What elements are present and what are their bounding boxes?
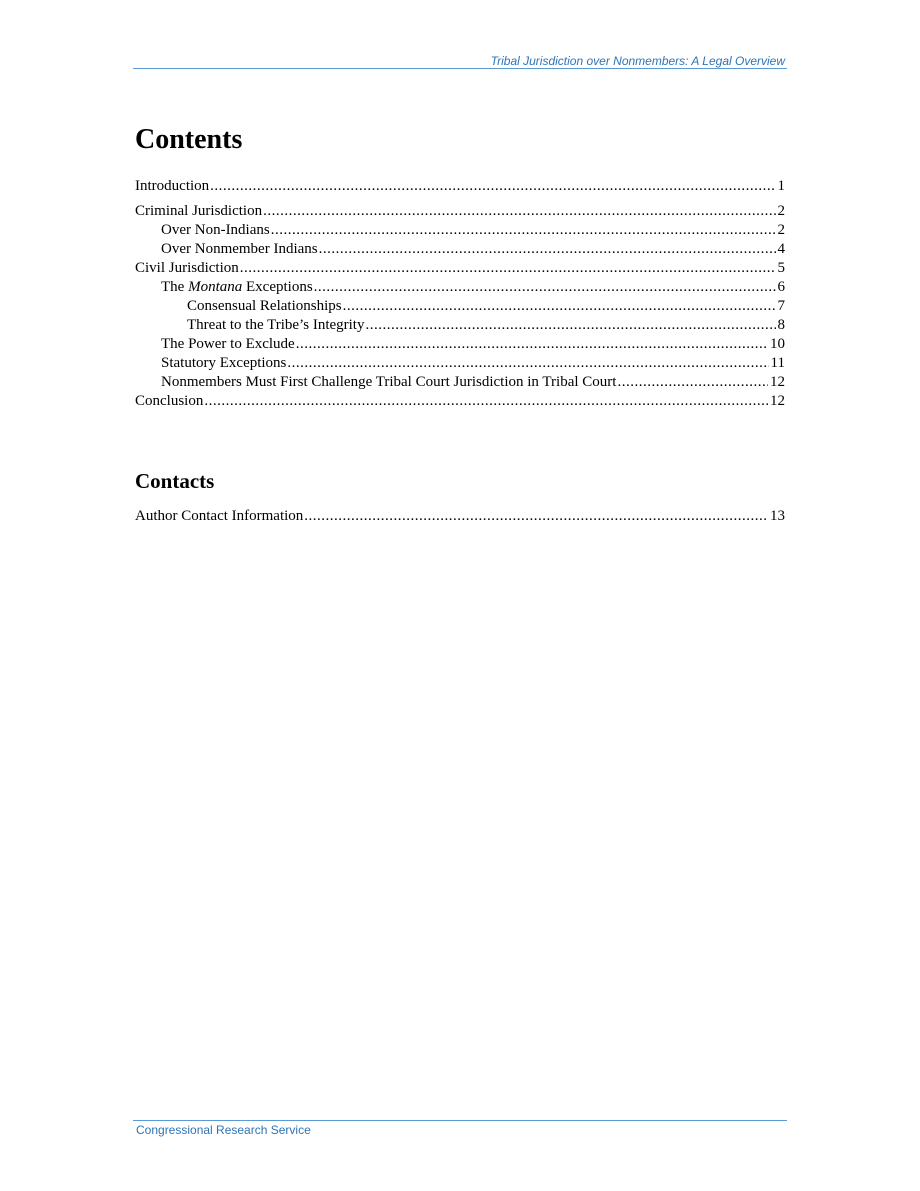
toc-entry-label: Author Contact Information (135, 508, 304, 524)
contacts-title: Contacts (135, 469, 215, 493)
toc-entry-page: 2 (777, 203, 785, 219)
toc-entry-page: 11 (770, 355, 785, 371)
table-of-contents (135, 177, 785, 411)
toc-entry-page: 5 (777, 260, 785, 276)
toc-entry-consensual-relationships[interactable] (135, 297, 785, 316)
dot-leader (271, 221, 776, 240)
toc-entry-label: Over Nonmember Indians (161, 241, 318, 257)
toc-entry-label: Conclusion (135, 393, 204, 409)
toc-label-prefix: The (161, 279, 189, 295)
toc-entry-page: 8 (777, 317, 785, 333)
toc-entry-label: Threat to the Tribe’s Integrity (187, 317, 365, 333)
toc-entry-nonmembers-must-first-challenge[interactable] (135, 373, 785, 392)
toc-entry-threat-to-tribes-integrity[interactable] (135, 316, 785, 335)
toc-entry-page: 10 (770, 336, 785, 352)
toc-entry-page: 1 (777, 178, 785, 194)
dot-leader (287, 354, 768, 373)
toc-entry-conclusion[interactable] (135, 392, 785, 411)
toc-entry-statutory-exceptions[interactable] (135, 354, 785, 373)
toc-entry-civil-jurisdiction[interactable] (135, 259, 785, 278)
contents-title: Contents (135, 124, 243, 155)
toc-entry-page: 6 (777, 279, 785, 295)
toc-entry-label: Consensual Relationships (187, 298, 342, 314)
toc-entry-page: 12 (770, 374, 785, 390)
toc-entry-over-nonmember-indians[interactable] (135, 240, 785, 259)
toc-entry-page: 4 (777, 241, 785, 257)
contacts-list (135, 507, 785, 526)
dot-leader (263, 202, 775, 221)
toc-entry-label: Nonmembers Must First Challenge Tribal Court Jurisdiction in Tribal Court (161, 374, 617, 390)
footer-organization: Congressional Research Service (136, 1123, 311, 1137)
toc-entry-introduction[interactable] (135, 177, 785, 196)
toc-entry-montana-exceptions[interactable] (135, 278, 785, 297)
dot-leader (314, 278, 776, 297)
toc-entry-label: Statutory Exceptions (161, 355, 287, 371)
toc-entry-page: 2 (777, 222, 785, 238)
dot-leader (210, 177, 775, 196)
dot-leader (343, 297, 776, 316)
toc-entry-criminal-jurisdiction[interactable] (135, 202, 785, 221)
dot-leader (365, 316, 775, 335)
toc-entry-over-non-indians[interactable] (135, 221, 785, 240)
toc-entry-label (161, 278, 313, 297)
dot-leader (204, 392, 768, 411)
toc-entry-label: Introduction (135, 178, 210, 194)
dot-leader (296, 335, 768, 354)
dot-leader (240, 259, 776, 278)
running-header: Tribal Jurisdiction over Nonmembers: A Legal Overview (490, 54, 785, 68)
dot-leader (319, 240, 776, 259)
dot-leader (304, 507, 768, 526)
toc-entry-power-to-exclude[interactable] (135, 335, 785, 354)
toc-label-italic: Montana (188, 279, 243, 295)
toc-entry-label: Over Non-Indians (161, 222, 270, 238)
header-rule (133, 68, 787, 69)
toc-entry-author-contact-information[interactable] (135, 507, 785, 526)
toc-entry-page: 13 (770, 508, 785, 524)
dot-leader (617, 373, 768, 392)
toc-entry-label: Civil Jurisdiction (135, 260, 239, 276)
toc-entry-label: The Power to Exclude (161, 336, 295, 352)
footer-rule (133, 1120, 787, 1121)
toc-entry-page: 7 (777, 298, 785, 314)
toc-entry-label: Criminal Jurisdiction (135, 203, 263, 219)
toc-entry-page: 12 (770, 393, 785, 409)
toc-label-suffix: Exceptions (242, 279, 313, 295)
